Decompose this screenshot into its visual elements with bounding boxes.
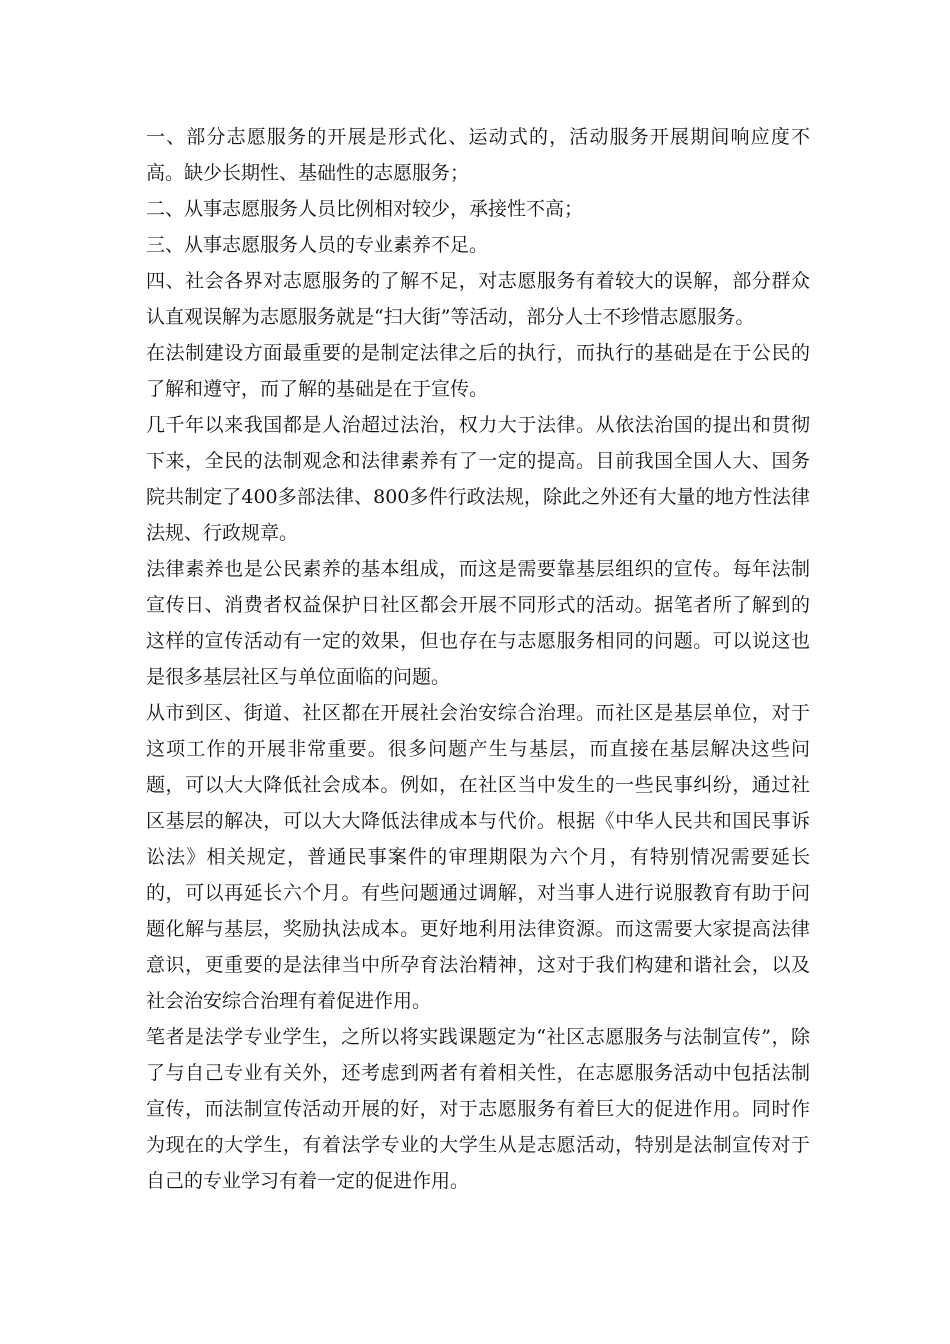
paragraph-author-motivation: 笔者是法学专业学生，之所以将实践课题定为“社区志愿服务与法制宣传”，除了与自己专业有关外，还考虑到两者有着相关性，在志愿服务活动中包括法制宣传，而法制宣传活动开展的好，对于志愿服务有着巨大的促进作用。同时作为现在的大学生，有着法学专业的大学生从是志愿活动，特别是法制宣传对于自己的专业学习有着一定的促进作用。 bbox=[146, 1026, 810, 1192]
paragraph-problem-4: 四、社会各界对志愿服务的了解不足，对志愿服务有着较大的误解，部分群众认直观误解为志愿服务就是“扫大街”等活动，部分人士不珍惜志愿服务。 bbox=[146, 270, 810, 328]
paragraph-social-governance: 从市到区、街道、社区都在开展社会治安综合治理。而社区是基层单位，对于这项工作的开展非常重要。很多问题产生与基层，而直接在基层解决这些问题，可以大大降低社会成本。例如，在社区当中发生的一些民事纠纷，通过社区基层的解决，可以大大降低法律成本与代价。根据《中华人民共和国民事诉讼法》相关规定，普通民事案件的审理期限为六个月，有特别情况需要延长的，可以再延长六个月。有些问题通过调解，对当事人进行说服教育有助于问题化解与基层，奖励执法成本。更好地利用法律资源。而这需要大家提高法律意识，更重要的是法律当中所孕育法治精神，这对于我们构建和谐社会，以及社会治安综合治理有着促进作用。 bbox=[146, 702, 810, 1012]
document-body bbox=[146, 119, 810, 1199]
paragraph-legal-construction: 在法制建设方面最重要的是制定法律之后的执行，而执行的基础是在于公民的了解和遵守，而了解的基础是在于宣传。 bbox=[146, 342, 810, 400]
paragraph-legal-literacy: 法律素养也是公民素养的基本组成，而这是需要靠基层组织的宣传。每年法制宣传日、消费者权益保护日社区都会开展不同形式的活动。据笔者所了解到的这样的宣传活动有一定的效果，但也存在与志愿服务相同的问题。可以说这也是很多基层社区与单位面临的问题。 bbox=[146, 558, 810, 688]
paragraph-problem-1: 一、部分志愿服务的开展是形式化、运动式的，活动服务开展期间响应度不高。缺少长期性、基础性的志愿服务； bbox=[146, 126, 810, 184]
paragraph-problem-3: 三、从事志愿服务人员的专业素养不足。 bbox=[146, 234, 489, 256]
paragraph-rule-of-law-history: 几千年以来我国都是人治超过法治，权力大于法律。从依法治国的提出和贯彻下来，全民的法制观念和法律素养有了一定的提高。目前我国全国人大、国务院共制定了400多部法律、800多件行政法规，除此之外还有大量的地方性法律法规、行政规章。 bbox=[146, 414, 810, 544]
paragraph-problem-2: 二、从事志愿服务人员比例相对较少，承接性不高； bbox=[146, 198, 584, 220]
